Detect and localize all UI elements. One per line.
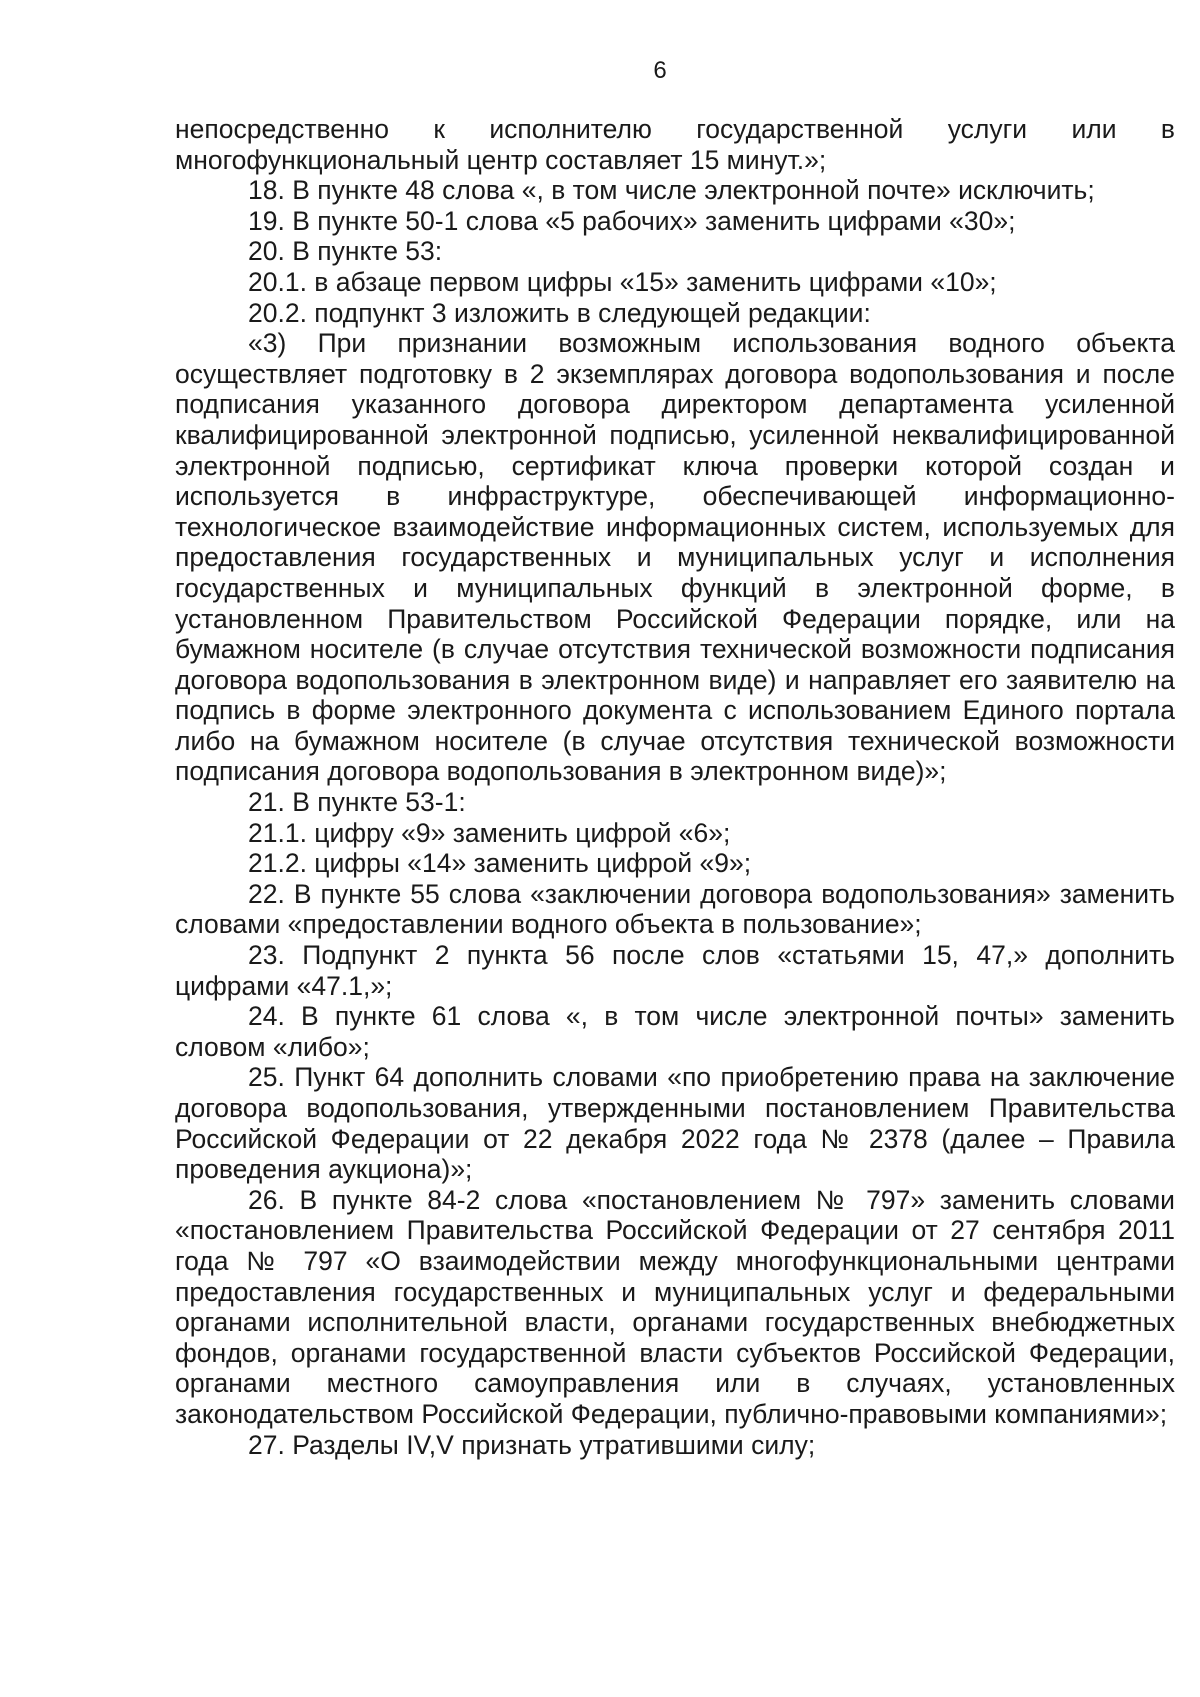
paragraph-item-26: 26. В пункте 84-2 слова «постановлением № 797» заменить словами «постановлением Правительства Российской Федерации от 27 сентября 2011 года № 797 «О взаимодействии между многофункциональными центрами предоставления государственных и муниципальных услуг и федеральными органами исполнительной власти, органами государственных внебюджетных фондов, органами государственной власти субъектов Российской Федерации, органами местного самоуправления или в случаях, установленных законодательством Российской Федерации, публично-правовыми компаниями»;	[175, 1184, 1175, 1429]
paragraph-item-21-2: 21.2. цифры «14» заменить цифрой «9»;	[248, 848, 752, 879]
paragraph-item-20-1: 20.1. в абзаце первом цифры «15» заменить цифрами «10»;	[248, 266, 997, 297]
document-body	[175, 114, 1175, 1460]
paragraph-item-23: 23. Подпункт 2 пункта 56 после слов «статьями 15, 47,» дополнить цифрами «47.1,»;	[175, 940, 1175, 1001]
paragraph-item-18: 18. В пункте 48 слова «, в том числе электронной почте» исключить;	[248, 175, 1095, 206]
paragraph-item-20-2: 20.2. подпункт 3 изложить в следующей редакции:	[248, 297, 871, 328]
paragraph-item-20: 20. В пункте 53:	[248, 236, 443, 267]
paragraph-continuation: непосредственно к исполнителю государственной услуги или в многофункциональный центр составляет 15 минут.»;	[175, 114, 1175, 175]
paragraph-item-19: 19. В пункте 50-1 слова «5 рабочих» заменить цифрами «30»;	[248, 205, 1016, 236]
paragraph-item-21-1: 21.1. цифру «9» заменить цифрой «6»;	[248, 817, 731, 848]
page-number: 6	[653, 57, 667, 84]
paragraph-item-25: 25. Пункт 64 дополнить словами «по приобретению права на заключение договора водопользования, утвержденными постановлением Правительства Российской Федерации от 22 декабря 2022 года № 2378 (далее – Правила проведения аукциона)»;	[175, 1062, 1175, 1185]
paragraph-subitem-3-text: «3) При признании возможным использования водного объекта осуществляет подготовку в 2 экземплярах договора водопользования и после подписания указанного договора директором департамента усиленной квалифицированной электронной подписью, усиленной неквалифицированной электронной подписью, сертификат ключа проверки которой создан и используется в инфраструктуре, обеспечивающей информационно-технологическое взаимодействие информационных систем, используемых для предоставления государственных и муниципальных услуг и исполнения государственных и муниципальных функций в электронной форме, в установленном Правительством Российской Федерации порядке, или на бумажном носителе (в случае отсутствия технической возможности подписания договора водопользования в электронном виде) и направляет его заявителю на подпись в форме электронного документа с использованием Единого портала либо на бумажном носителе (в случае отсутствия технической возможности подписания договора водопользования в электронном виде)»;	[175, 328, 1175, 787]
paragraph-item-22: 22. В пункте 55 слова «заключении договора водопользования» заменить словами «предоставлении водного объекта в пользование»;	[175, 878, 1175, 940]
paragraph-item-27: 27. Разделы IV,V признать утратившими силу;	[248, 1429, 816, 1460]
paragraph-item-21: 21. В пункте 53-1:	[248, 787, 466, 818]
paragraph-item-24: 24. В пункте 61 слова «, в том числе электронной почты» заменить словом «либо»;	[175, 1001, 1175, 1062]
